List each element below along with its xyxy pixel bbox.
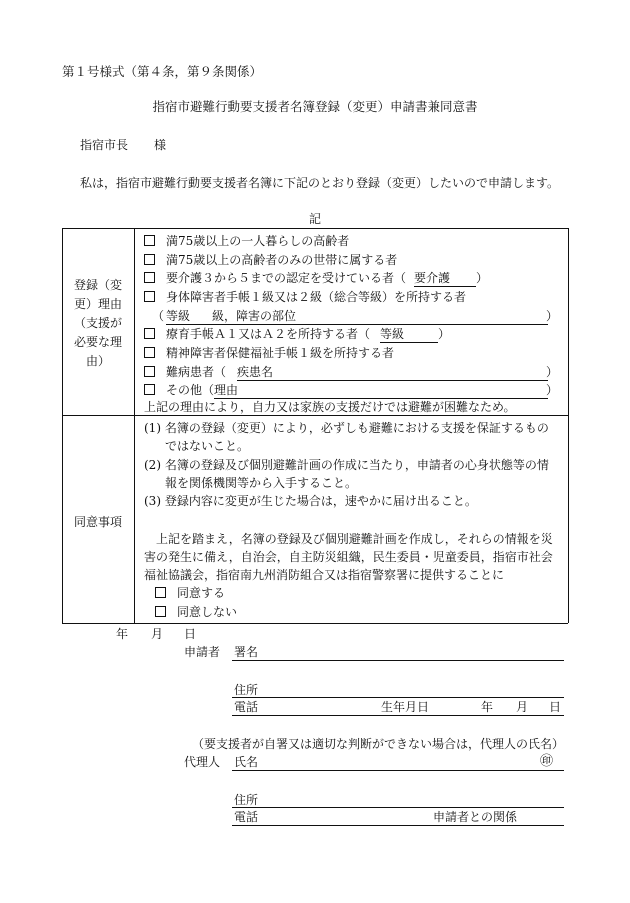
agree-option[interactable] [155,587,225,599]
reason-item[interactable] [144,291,466,303]
disability-open-paren: （ [152,309,165,323]
table-border-left [62,228,63,623]
applicant-phone-field[interactable] [232,715,564,716]
checkbox[interactable] [144,328,155,339]
reason-item[interactable] [144,254,397,266]
reason-item-label: 要介護３から５までの認定を受けている者（ [166,271,407,285]
other-field[interactable] [214,398,548,399]
disease-label: 疾患名 [237,365,274,379]
applicant-address-field[interactable] [232,697,564,698]
table-row-divider [62,415,568,416]
proxy-phone-field[interactable] [232,825,564,826]
checkbox[interactable] [144,347,155,358]
seal-mark: ㊞ [540,754,554,769]
reason-item[interactable] [144,328,370,340]
addressee-honorific: 様 [154,138,167,152]
reason-item-label: 難病患者（ [166,365,227,379]
close-paren: ） [546,365,559,379]
reason-footer: 上記の理由により，自力又は家族の支援だけでは避難が困難なため。 [144,400,516,414]
applicant-phone-label: 電話 [234,700,259,714]
checkbox[interactable] [155,587,166,598]
table-border-top [62,228,568,229]
proxy-name-label: 氏名 [234,755,259,769]
proxy-name-field[interactable] [232,770,564,771]
disagree-option[interactable] [155,606,237,618]
reason-item-label: その他（ [166,383,215,397]
document-title: 指宿市避難行動要支援者名簿登録（変更）申請書兼同意書 [152,99,478,114]
checkbox[interactable] [155,606,166,617]
checkbox[interactable] [144,254,155,265]
reason-item-label: 精神障害者保健福祉手帳１級を所持する者 [166,346,395,360]
reason-label-line: 登録（変 [73,278,122,292]
reason-label-line: 由） [85,354,110,368]
proxy-phone-label: 電話 [234,810,259,824]
proxy-relation-label: 申請者との関係 [433,810,518,824]
close-paren: ） [476,271,489,285]
reason-label-line: 更）理由 [73,297,122,311]
consent-item-2-cont: 報を関係機関等から入手すること。 [165,476,358,490]
applicant-signature-label: 署名 [234,645,259,659]
checkbox[interactable] [144,366,155,377]
reason-item[interactable] [144,272,406,284]
reason-label-line: 必要な理 [73,335,122,349]
table-border-right [568,228,569,623]
consent-label: 同意事項 [73,515,122,529]
reason-item-label: 療育手帳Ａ１又はＡ２を所持する者（ [166,327,371,341]
applicant-birth-day: 日 [549,700,562,714]
reason-item[interactable] [144,366,226,378]
table-border-bottom [62,623,568,624]
applicant-signature-field[interactable] [232,660,564,661]
ryoiku-grade-field[interactable] [380,342,438,343]
applicant-birthdate-label: 生年月日 [381,700,430,714]
reason-item[interactable] [144,235,349,247]
applicant-label: 申請者 [184,645,221,659]
reason-item-label: 満75歳以上の高齢者のみの世帯に属する者 [166,253,398,267]
date-year: 年 [116,627,129,641]
proxy-note: （要支援者が自署又は適切な判断ができない場合は，代理人の氏名） [192,737,565,751]
consent-item-3: (3) 登録内容に変更が生じた場合は，速やかに届け出ること。 [144,494,477,508]
checkbox[interactable] [144,235,155,246]
proxy-label: 代理人 [184,755,221,769]
disability-grade-unit: 級，障害の部位 [212,309,297,323]
table-column-divider [134,228,135,623]
agree-label: 同意する [177,586,226,600]
reason-item[interactable] [144,347,394,359]
other-label: 理由 [214,383,239,397]
applicant-birth-year: 年 [481,700,494,714]
checkbox[interactable] [144,272,155,283]
care-level-field[interactable] [414,286,476,287]
form-number: 第１号様式（第４条，第９条関係） [62,64,263,79]
reason-label-line: （支援が [73,316,122,330]
reason-item-label: 身体障害者手帳１級又は２級（総合等級）を所持する者 [166,290,467,304]
consent-item-2: (2) 名簿の登録及び個別避難計画の作成に当たり，申請者の心身状態等の情 [144,458,549,472]
addressee-name: 指宿市長 [80,138,129,152]
checkbox[interactable] [144,384,155,395]
disagree-label: 同意しない [177,605,238,619]
intro-text: 私は，指宿市避難行動要支援者名簿に下記のとおり登録（変更）したいので申請します。 [80,176,560,190]
reason-label [64,276,132,371]
proxy-address-field[interactable] [232,807,564,808]
consent-paragraph: 福祉協議会，指宿南九州消防組合又は指宿警察署に提供することに [144,568,505,582]
ryoiku-grade-label: 等級 [380,327,405,341]
applicant-address-label: 住所 [234,683,259,697]
consent-paragraph: 上記を踏まえ，名簿の登録及び個別避難計画を作成し，それらの情報を災 [156,532,553,546]
disability-grade-label: 等級 [166,309,191,323]
close-paren: ） [546,309,559,323]
date-month: 月 [151,627,164,641]
care-level-label: 要介護 [414,271,451,285]
applicant-birth-month: 月 [516,700,529,714]
consent-item-1: (1) 名簿の登録（変更）により，必ずしも避難における支援を保証するもの [144,421,549,435]
close-paren: ） [438,327,451,341]
date-day: 日 [184,627,197,641]
addressee [80,139,166,151]
form-table [62,228,568,623]
consent-paragraph: 害の発生に備え，自治会，自主防災組織，民生委員・児童委員，指宿市社会 [144,550,553,564]
checkbox[interactable] [144,291,155,302]
disability-field[interactable] [166,324,548,325]
consent-item-1-cont: ではないこと。 [165,439,250,453]
ki-heading: 記 [308,212,321,226]
close-paren: ） [546,383,559,397]
proxy-address-label: 住所 [234,793,259,807]
reason-item[interactable] [144,384,214,396]
reason-item-label: 満75歳以上の一人暮らしの高齢者 [166,234,350,248]
disease-field[interactable] [237,380,548,381]
